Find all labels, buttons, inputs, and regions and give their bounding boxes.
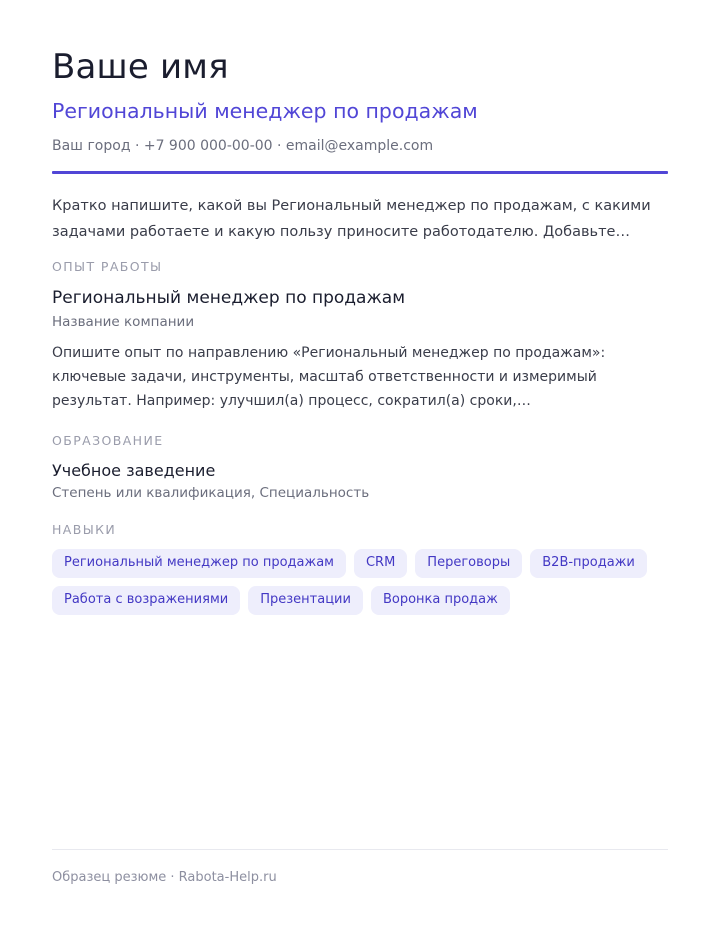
company-name: Название компании [52,314,195,330]
skill-chip: Переговоры [415,549,522,578]
candidate-role: Региональный менеджер по продажам [52,99,478,123]
contact-line: Ваш город · +7 900 000-00-00 · email@example.com [52,138,434,154]
skill-chip: Работа с возражениями [52,586,240,615]
skills-section-title: НАВЫКИ [52,522,117,537]
job-title: Региональный менеджер по продажам [52,288,406,308]
skill-chip: CRM [354,549,407,578]
header-divider [52,171,668,174]
skills-list [52,549,652,615]
degree-text: Степень или квалификация, Специальность [52,485,370,501]
school-name: Учебное заведение [52,461,216,480]
experience-section-title: ОПЫТ РАБОТЫ [52,259,163,274]
skill-chip: B2B-продажи [530,549,647,578]
education-section-title: ОБРАЗОВАНИЕ [52,433,164,448]
page-footer: Образец резюме · Rabota-Help.ru [52,849,668,887]
candidate-name: Ваше имя [52,47,229,87]
skill-chip: Воронка продаж [371,586,510,615]
job-description: Опишите опыт по направлению «Региональный менеджер по продажам»: ключевые задачи, инструменты, масштаб ответственности и измеримый результат. Например: улучшил(а) процесс, сократил(а) сроки,… [52,345,606,409]
skill-chip: Презентации [248,586,363,615]
summary-text: Кратко напишите, какой вы Региональный менеджер по продажам, с какими задачами работаете и какую пользу приносите работодателю. Добавьте… [52,198,651,240]
skill-chip: Региональный менеджер по продажам [52,549,346,578]
